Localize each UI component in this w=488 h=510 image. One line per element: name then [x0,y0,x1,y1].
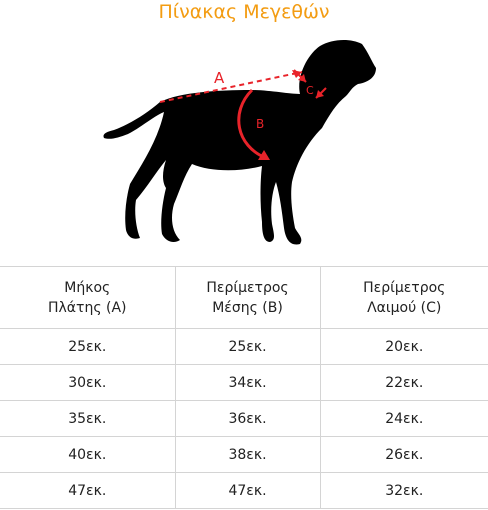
table-cell: 32εκ. [320,473,488,509]
page-title: Πίνακας Μεγεθών [158,1,330,23]
header-line: Περίμετρος [363,279,446,296]
table-cell: 24εκ. [320,401,488,437]
table-cell: 36εκ. [175,401,320,437]
header-back-length [0,267,175,329]
dog-silhouette-icon [100,32,400,246]
table-row [0,329,488,365]
header-waist-girth [175,267,320,329]
dog-body-shape [103,40,376,244]
size-table [0,266,488,509]
table-cell: 40εκ. [0,437,175,473]
table-cell: 47εκ. [175,473,320,509]
table-cell: 22εκ. [320,365,488,401]
header-neck-girth [320,267,488,329]
header-line: Περίμετρος [206,279,289,296]
table-header-row [0,267,488,329]
table-cell: 38εκ. [175,437,320,473]
header-line: Λαιμού (C) [367,299,442,316]
table-row [0,365,488,401]
table-cell: 25εκ. [0,329,175,365]
label-a: A [214,69,225,87]
label-b: B [256,117,265,131]
header-line: Πλάτης (Α) [47,299,127,316]
table-row [0,473,488,509]
label-c: C [306,84,314,97]
table-row [0,437,488,473]
table-cell: 20εκ. [320,329,488,365]
header-line: Μήκος [64,279,111,296]
table-cell: 35εκ. [0,401,175,437]
table-cell: 47εκ. [0,473,175,509]
table-cell: 30εκ. [0,365,175,401]
table-cell: 34εκ. [175,365,320,401]
header-line: Μέσης (Β) [212,299,283,316]
table-row [0,401,488,437]
table-cell: 26εκ. [320,437,488,473]
table-cell: 25εκ. [175,329,320,365]
